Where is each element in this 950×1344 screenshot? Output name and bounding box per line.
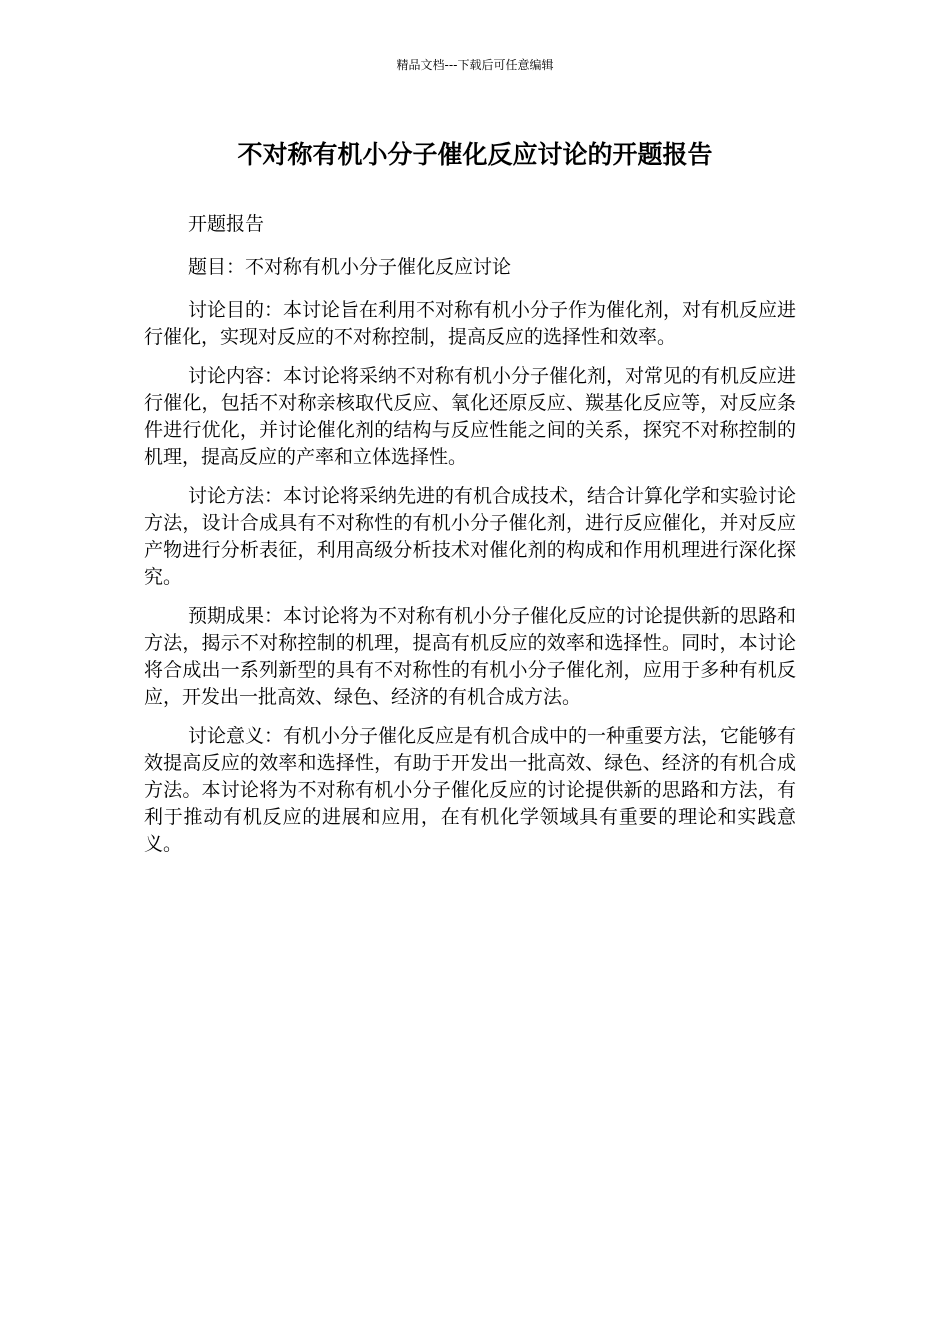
paragraph-purpose: 讨论目的：本讨论旨在利用不对称有机小分子作为催化剂，对有机反应进行催化，实现对反应的不对称控制，提高反应的选择性和效率。	[144, 299, 797, 348]
paragraph-significance: 讨论意义：有机小分子催化反应是有机合成中的一种重要方法，它能够有效提高反应的效率和选择性，有助于开发出一批高效、绿色、经济的有机合成方法。本讨论将为不对称有机小分子催化反应的讨论提供新的思路和方法，有利于推动有机反应的进展和应用，在有机化学领域具有重要的理论和实践意义。	[144, 725, 797, 855]
paragraph-expected-results: 预期成果：本讨论将为不对称有机小分子催化反应的讨论提供新的思路和方法，揭示不对称控制的机理，提高有机反应的效率和选择性。同时，本讨论将合成出一系列新型的具有不对称性的有机小分子催化剂，应用于多种有机反应，开发出一批高效、绿色、经济的有机合成方法。	[144, 605, 797, 708]
document-title: 不对称有机小分子催化反应讨论的开题报告	[237, 140, 713, 169]
paragraph-method: 讨论方法：本讨论将采纳先进的有机合成技术，结合计算化学和实验讨论方法，设计合成具有不对称性的有机小分子催化剂，进行反应催化，并对反应产物进行分析表征，利用高级分析技术对催化剂的构成和作用机理进行深化探究。	[144, 485, 797, 588]
paragraph-content: 讨论内容：本讨论将采纳不对称有机小分子催化剂，对常见的有机反应进行催化，包括不对称亲核取代反应、氧化还原反应、羰基化反应等，对反应条件进行优化，并讨论催化剂的结构与反应性能之间的关系，探究不对称控制的机理，提高反应的产率和立体选择性。	[144, 365, 797, 468]
document-body	[144, 211, 796, 870]
paragraph-topic: 题目：不对称有机小分子催化反应讨论	[188, 256, 512, 278]
header-note: 精品文档---下载后可任意编辑	[396, 58, 554, 72]
paragraph-report-label: 开题报告	[188, 213, 265, 235]
